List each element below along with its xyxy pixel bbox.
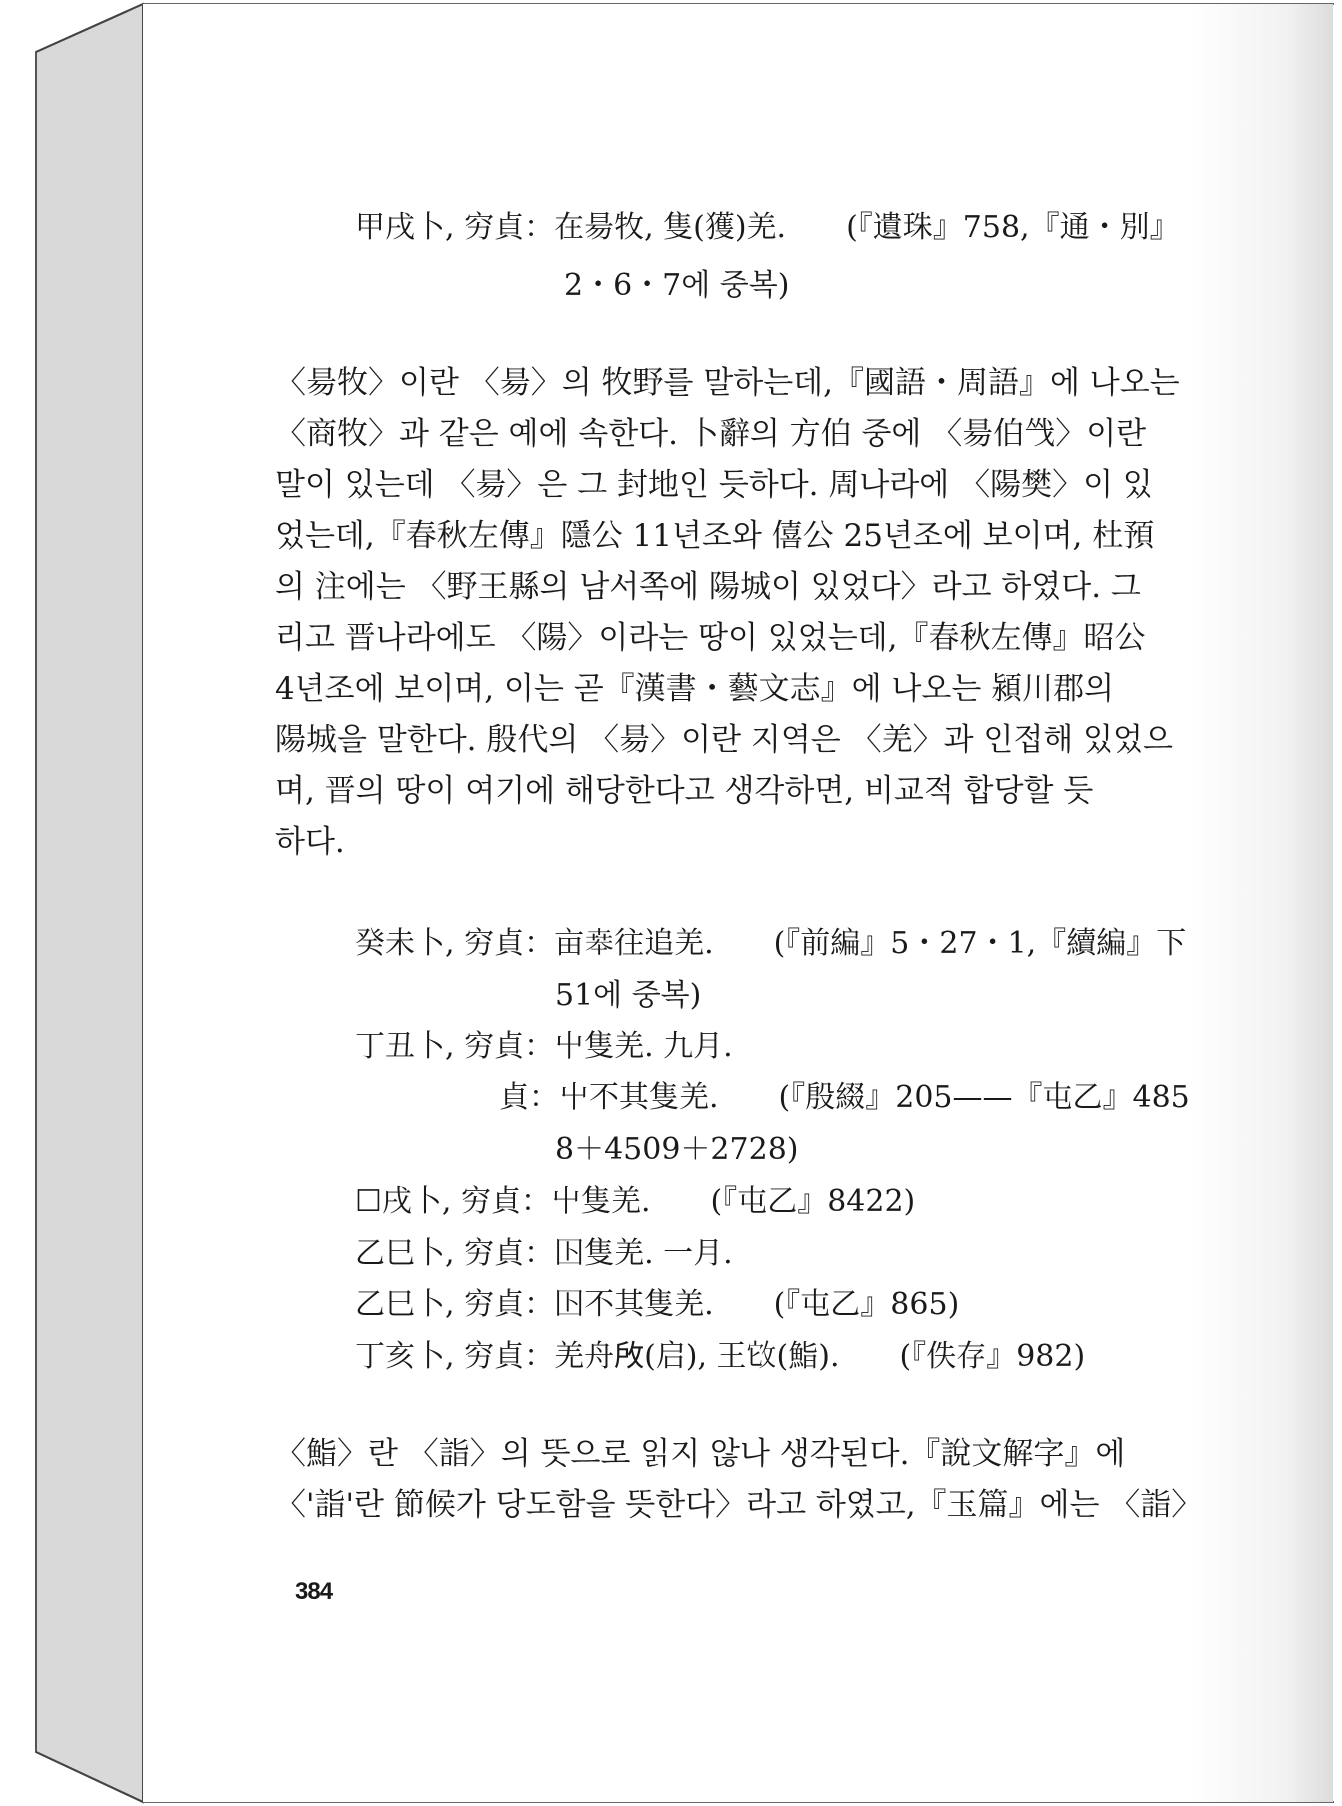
- paragraph-line: 리고 晋나라에도 〈陽〉이라는 땅이 있었는데,『春秋左傳』昭公: [275, 620, 1146, 656]
- paragraph-line: 〈'詣'란 節候가 당도함을 뜻한다〉라고 하였고,『玉篇』에는 〈詣〉: [275, 1487, 1203, 1523]
- book-spine-face: [36, 4, 143, 1802]
- paragraph-line: 하다.: [275, 824, 345, 860]
- citation-continuation: 8＋4509＋2728): [555, 1132, 799, 1167]
- page-number: 384: [295, 1578, 333, 1605]
- paragraph-line: 의 注에는 〈野王縣의 남서쪽에 陽城이 있었다〉라고 하였다. 그: [275, 569, 1141, 605]
- inscription-line: 乙巳卜, 穷貞：𡆥隻羌. 一月.: [355, 1236, 733, 1271]
- inscription-line: ☐戌卜, 穷貞：屮隻羌. (『屯乙』8422): [355, 1184, 916, 1219]
- inscription-line: 貞：屮不其隻羌. (『殷綴』205——『屯乙』485: [499, 1080, 1190, 1115]
- paragraph-line: 4년조에 보이며, 이는 곧『漢書・藝文志』에 나오는 潁川郡의: [275, 671, 1115, 707]
- paragraph-line: 말이 있는데 〈昜〉은 그 封地인 듯하다. 周나라에 〈陽樊〉이 있: [275, 467, 1153, 503]
- inscription-line: 乙巳卜, 穷貞：𡆥不其隻羌. (『屯乙』865): [355, 1287, 960, 1322]
- paragraph-line: 陽城을 말한다. 殷代의 〈昜〉이란 지역은 〈羌〉과 인접해 있었으: [275, 722, 1173, 758]
- citation-continuation: 51에 중복): [555, 978, 702, 1013]
- document-page: [143, 4, 1333, 1802]
- inscription-line: 丁丑卜, 穷貞：屮隻羌. 九月.: [355, 1029, 733, 1064]
- paragraph-line: 며, 晋의 땅이 여기에 해당한다고 생각하면, 비교적 합당할 듯: [275, 773, 1094, 809]
- paragraph-line: 〈商牧〉과 같은 예에 속한다. 卜辭의 方伯 중에 〈昜伯㦰〉이란: [275, 416, 1147, 452]
- paragraph-line: 〈昜牧〉이란 〈昜〉의 牧野를 말하는데,『國語・周語』에 나오는: [275, 365, 1180, 401]
- inscription-line: 甲戌卜, 穷貞：在昜牧, 隻(獲)羌. (『遺珠』758,『通・別』: [355, 210, 1180, 245]
- inscription-line: 丁亥卜, 穷貞：羌舟𢼄(启), 王𢼊(鮨). (『佚存』982): [355, 1339, 1086, 1374]
- paragraph-line: 〈鮨〉란 〈詣〉의 뜻으로 읽지 않나 생각된다.『說文解字』에: [275, 1436, 1126, 1472]
- citation-continuation: 2・6・7에 중복): [564, 268, 790, 303]
- inscription-line: 癸未卜, 穷貞：亩𠦪往追羌. (『前編』5・27・1,『續編』下: [355, 926, 1187, 961]
- paragraph-line: 었는데,『春秋左傳』隱公 11년조와 僖公 25년조에 보이며, 杜預: [275, 518, 1155, 554]
